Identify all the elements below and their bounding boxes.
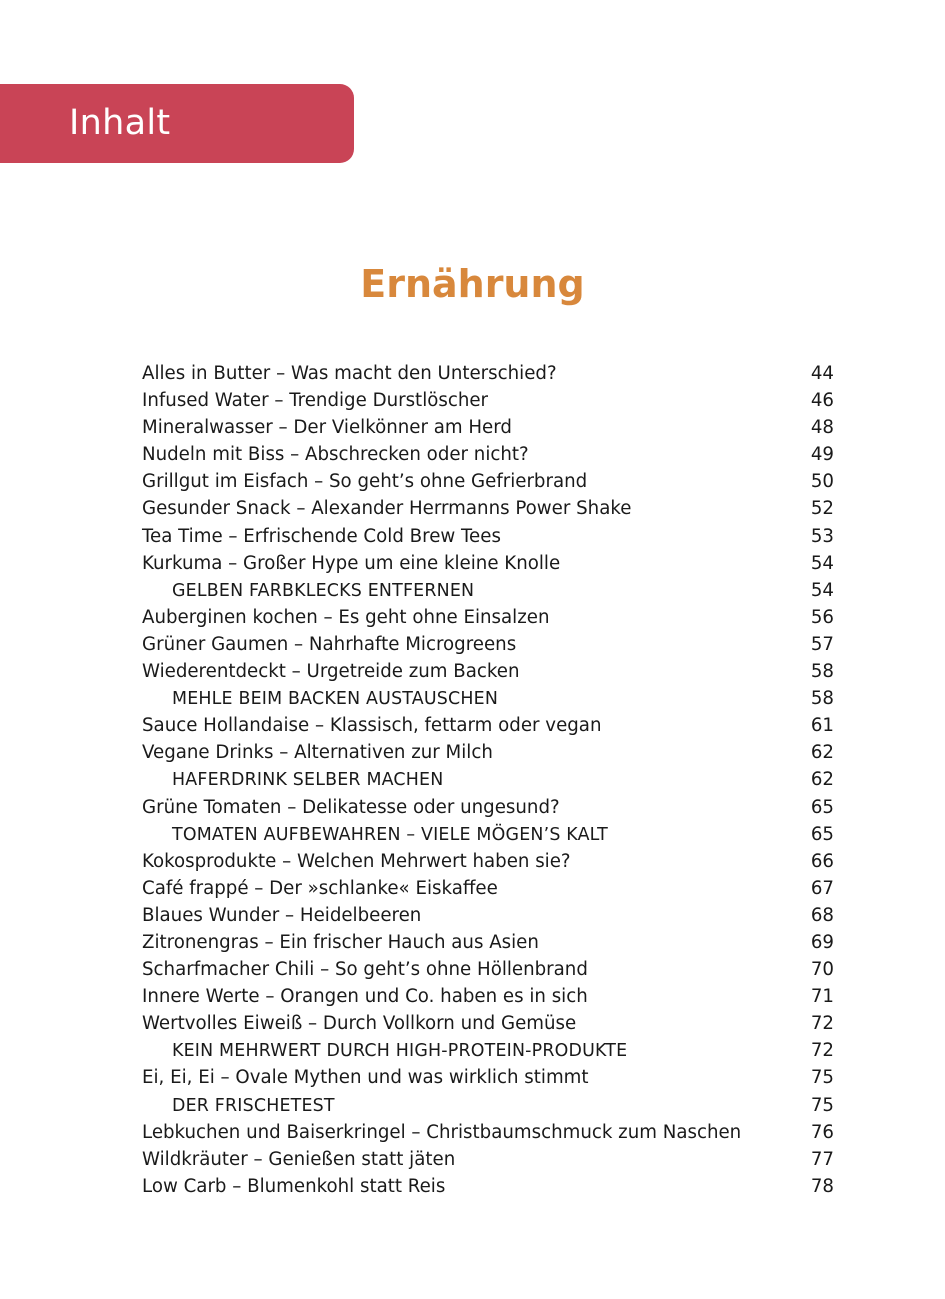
- toc-entry-title: Auberginen kochen – Es geht ohne Einsalzen: [142, 606, 550, 628]
- toc-entry: [142, 794, 834, 821]
- toc-entry-page: 72: [810, 1013, 834, 1035]
- toc-entry-title: DER FRISCHETEST: [172, 1095, 335, 1116]
- toc-entry-page: 44: [810, 363, 834, 384]
- toc-entry-title: Innere Werte – Orangen und Co. haben es in sich: [142, 986, 588, 1008]
- toc-entry-title: Kokosprodukte – Welchen Mehrwert haben sie?: [142, 850, 571, 872]
- toc-entry-page: 65: [810, 796, 834, 818]
- toc-entry-page: 75: [810, 1094, 834, 1116]
- toc-entry: [142, 848, 834, 875]
- toc-entry-title: Scharfmacher Chili – So geht’s ohne Höllenbrand: [142, 959, 588, 981]
- toc-entry-title: Nudeln mit Biss – Abschrecken oder nicht?: [142, 444, 529, 466]
- toc-entry-page: 56: [810, 606, 834, 628]
- toc-entry-title: Wertvolles Eiweiß – Durch Vollkorn und Gemüse: [142, 1013, 577, 1035]
- toc-entry-title: KEIN MEHRWERT DURCH HIGH-PROTEIN-PRODUKTE: [172, 1041, 628, 1062]
- toc-entry-page: 62: [810, 769, 834, 791]
- toc-entry: [142, 1010, 834, 1037]
- toc-entry-title: Sauce Hollandaise – Klassisch, fettarm oder vegan: [142, 715, 602, 737]
- toc-entry: [142, 631, 834, 658]
- toc-entry: [142, 956, 834, 983]
- toc-entry: [142, 387, 834, 414]
- toc-subentry: [142, 1037, 834, 1064]
- toc-entry: [142, 360, 834, 387]
- toc-entry-title: Wiederentdeckt – Urgetreide zum Backen: [142, 661, 520, 683]
- toc-entry-title: Vegane Drinks – Alternativen zur Milch: [142, 742, 493, 764]
- toc-entry: [142, 1173, 834, 1200]
- toc-entry-title: GELBEN FARBKLECKS ENTFERNEN: [172, 580, 475, 601]
- section-title: Ernährung: [360, 262, 585, 306]
- toc-entry-page: 77: [810, 1148, 834, 1170]
- toc-entry-page: 54: [810, 579, 834, 601]
- toc-entry: [142, 414, 834, 441]
- toc-entry-page: 58: [810, 661, 834, 683]
- toc-entry-page: 71: [810, 986, 834, 1008]
- toc-entry-title: TOMATEN AUFBEWAHREN – VIELE MÖGEN’S KALT: [172, 824, 608, 845]
- toc-entry-title: Blaues Wunder – Heidelbeeren: [142, 904, 422, 926]
- toc-entry-page: 68: [810, 904, 834, 926]
- toc-entry-title: Grüne Tomaten – Delikatesse oder ungesund?: [142, 796, 560, 818]
- toc-entry-title: Low Carb – Blumenkohl statt Reis: [142, 1175, 446, 1197]
- toc-entry-page: 54: [810, 552, 834, 574]
- toc-entry-page: 72: [810, 1040, 834, 1062]
- contents-tab: [0, 84, 354, 163]
- toc-subentry: [142, 766, 834, 793]
- toc-entry-page: 58: [810, 688, 834, 710]
- toc-entry-title: Kurkuma – Großer Hype um eine kleine Knolle: [142, 552, 561, 574]
- toc-entry: [142, 875, 834, 902]
- toc-entry-title: Infused Water – Trendige Durstlöscher: [142, 390, 489, 412]
- toc-entry: [142, 523, 834, 550]
- toc-entry-title: MEHLE BEIM BACKEN AUSTAUSCHEN: [172, 689, 499, 710]
- toc-entry-title: Alles in Butter – Was macht den Unterschied?: [142, 363, 557, 384]
- toc-entry-title: Wildkräuter – Genießen statt jäten: [142, 1148, 456, 1170]
- toc-entry-title: Lebkuchen und Baiserkringel – Christbaumschmuck zum Naschen: [142, 1121, 742, 1143]
- toc-entry-title: Grüner Gaumen – Nahrhafte Microgreens: [142, 633, 517, 655]
- toc-entry-page: 70: [810, 959, 834, 981]
- toc-subentry: [142, 577, 834, 604]
- toc-entry-page: 53: [810, 525, 834, 547]
- toc-entry: [142, 929, 834, 956]
- toc-entry-page: 75: [810, 1067, 834, 1089]
- toc-entry: [142, 1146, 834, 1173]
- toc-entry: [142, 604, 834, 631]
- table-of-contents: [142, 360, 834, 1200]
- toc-entry-page: 52: [810, 498, 834, 520]
- toc-entry-page: 65: [810, 823, 834, 845]
- toc-entry-page: 78: [810, 1175, 834, 1197]
- toc-entry: [142, 1119, 834, 1146]
- toc-entry-title: Grillgut im Eisfach – So geht’s ohne Gefrierbrand: [142, 471, 588, 493]
- toc-entry: [142, 495, 834, 522]
- toc-entry-page: 76: [810, 1121, 834, 1143]
- toc-entry: [142, 1064, 834, 1091]
- toc-entry-page: 50: [810, 471, 834, 493]
- toc-entry-page: 48: [810, 417, 834, 439]
- toc-entry-page: 67: [810, 877, 834, 899]
- toc-entry-page: 61: [810, 715, 834, 737]
- toc-entry-page: 66: [810, 850, 834, 872]
- toc-entry-title: Gesunder Snack – Alexander Herrmanns Power Shake: [142, 498, 632, 520]
- toc-subentry: [142, 1092, 834, 1119]
- toc-entry: [142, 441, 834, 468]
- toc-entry-title: HAFERDRINK SELBER MACHEN: [172, 770, 444, 791]
- toc-entry: [142, 902, 834, 929]
- toc-entry-page: 62: [810, 742, 834, 764]
- toc-entry-title: Tea Time – Erfrischende Cold Brew Tees: [142, 525, 501, 547]
- toc-entry: [142, 468, 834, 495]
- toc-entry: [142, 712, 834, 739]
- toc-entry: [142, 658, 834, 685]
- toc-entry-title: Ei, Ei, Ei – Ovale Mythen und was wirklich stimmt: [142, 1067, 589, 1089]
- toc-entry-title: Café frappé – Der »schlanke« Eiskaffee: [142, 877, 498, 899]
- toc-entry-page: 46: [810, 390, 834, 412]
- toc-subentry: [142, 821, 834, 848]
- toc-entry: [142, 983, 834, 1010]
- toc-entry-title: Zitronengras – Ein frischer Hauch aus Asien: [142, 931, 539, 953]
- toc-entry-page: 69: [810, 931, 834, 953]
- toc-entry: [142, 550, 834, 577]
- contents-tab-label: Inhalt: [69, 103, 171, 143]
- toc-entry-page: 57: [810, 633, 834, 655]
- toc-subentry: [142, 685, 834, 712]
- toc-entry-page: 49: [810, 444, 834, 466]
- toc-entry: [142, 739, 834, 766]
- toc-entry-title: Mineralwasser – Der Vielkönner am Herd: [142, 417, 512, 439]
